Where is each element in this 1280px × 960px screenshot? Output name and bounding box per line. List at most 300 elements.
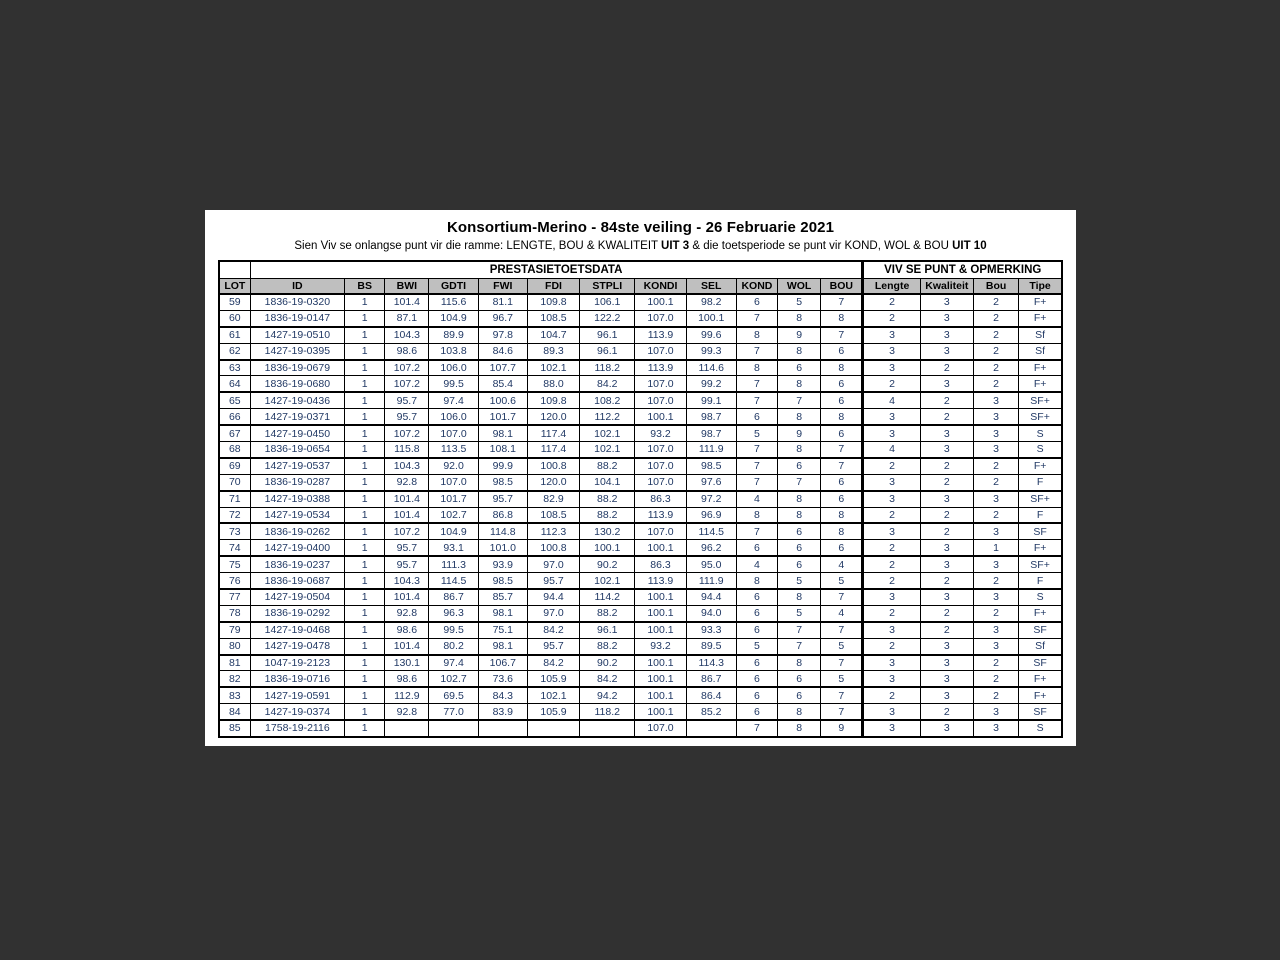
cell: 114.6	[686, 360, 736, 376]
cell	[527, 720, 579, 736]
cell: 75.1	[478, 622, 527, 638]
cell: 2	[863, 376, 920, 392]
cell: 7	[821, 687, 863, 703]
cell: 69	[219, 458, 250, 474]
cell: 6	[778, 360, 821, 376]
cell: 9	[778, 327, 821, 343]
cell: 104.9	[429, 310, 478, 326]
cell: 100.1	[580, 540, 635, 556]
cell: 101.7	[429, 491, 478, 507]
cell: 90.2	[580, 556, 635, 572]
cell: 82.9	[527, 491, 579, 507]
table-row	[219, 540, 1062, 556]
cell: 76	[219, 573, 250, 589]
cell: 69.5	[429, 687, 478, 703]
table-row	[219, 605, 1062, 621]
cell: 7	[736, 474, 777, 490]
table-row	[219, 310, 1062, 326]
cell: F+	[1019, 605, 1062, 621]
cell: 7	[736, 523, 777, 539]
cell: 108.2	[580, 392, 635, 408]
cell: 1	[345, 458, 385, 474]
cell: 1	[345, 327, 385, 343]
cell: 59	[219, 294, 250, 310]
cell: 95.7	[385, 556, 429, 572]
cell: 2	[863, 458, 920, 474]
group-header-viv-se-punt: VIV SE PUNT & OPMERKING	[863, 261, 1062, 278]
cell: 7	[736, 392, 777, 408]
cell: 114.5	[429, 573, 478, 589]
cell: 101.4	[385, 294, 429, 310]
cell: Sf	[1019, 327, 1062, 343]
cell: 1427-19-0395	[250, 343, 344, 359]
cell: 6	[778, 671, 821, 687]
cell: 118.2	[580, 360, 635, 376]
cell: 8	[778, 655, 821, 671]
cell: 3	[863, 343, 920, 359]
column-header-kwaliteit: Kwaliteit	[920, 278, 973, 294]
cell	[580, 720, 635, 736]
group-header-prestasietoetsdata: PRESTASIETOETSDATA	[250, 261, 863, 278]
cell: 6	[736, 704, 777, 720]
cell: 3	[920, 343, 973, 359]
cell: 88.0	[527, 376, 579, 392]
cell: 4	[863, 442, 920, 458]
cell: 130.2	[580, 523, 635, 539]
cell: 97.4	[429, 392, 478, 408]
cell: 1	[345, 491, 385, 507]
cell: 6	[778, 556, 821, 572]
cell: 100.1	[635, 655, 686, 671]
cell: 84.6	[478, 343, 527, 359]
cell: 2	[973, 655, 1018, 671]
cell: 1427-19-0537	[250, 458, 344, 474]
cell: 100.1	[635, 605, 686, 621]
cell	[429, 720, 478, 736]
cell: 111.9	[686, 573, 736, 589]
cell: 3	[920, 294, 973, 310]
column-header-lengte: Lengte	[863, 278, 920, 294]
column-header-bou: BOU	[821, 278, 863, 294]
cell: 8	[778, 704, 821, 720]
cell: 6	[778, 687, 821, 703]
cell: 3	[920, 638, 973, 654]
cell: 96.7	[478, 310, 527, 326]
cell: 113.9	[635, 573, 686, 589]
cell: 7	[821, 589, 863, 605]
cell: 1427-19-0374	[250, 704, 344, 720]
cell: 1836-19-0147	[250, 310, 344, 326]
document-subtitle	[205, 240, 1076, 252]
cell: 83	[219, 687, 250, 703]
cell: 94.4	[686, 589, 736, 605]
cell: 111.9	[686, 442, 736, 458]
cell: 62	[219, 343, 250, 359]
cell: 3	[863, 720, 920, 736]
table-row	[219, 507, 1062, 523]
cell: 84	[219, 704, 250, 720]
column-header-lot: LOT	[219, 278, 250, 294]
cell: 102.7	[429, 507, 478, 523]
cell: 106.1	[580, 294, 635, 310]
cell: 114.8	[478, 523, 527, 539]
cell: 100.1	[635, 409, 686, 425]
cell: F	[1019, 474, 1062, 490]
cell: 1836-19-0320	[250, 294, 344, 310]
cell: 3	[920, 671, 973, 687]
column-header-kond: KOND	[736, 278, 777, 294]
cell: 102.1	[580, 442, 635, 458]
cell: 4	[821, 605, 863, 621]
cell: 7	[821, 655, 863, 671]
column-header-gdti: GDTI	[429, 278, 478, 294]
cell: 95.7	[527, 573, 579, 589]
cell: 98.5	[478, 474, 527, 490]
cell: 2	[863, 605, 920, 621]
cell: 104.3	[385, 458, 429, 474]
cell: 5	[778, 605, 821, 621]
cell: 6	[736, 540, 777, 556]
cell: 107.0	[635, 392, 686, 408]
cell: 6	[736, 589, 777, 605]
cell: 3	[920, 589, 973, 605]
cell: 104.3	[385, 573, 429, 589]
cell: Sf	[1019, 343, 1062, 359]
cell: 1	[345, 310, 385, 326]
cell: 113.5	[429, 442, 478, 458]
cell: 100.8	[527, 458, 579, 474]
cell: 86.4	[686, 687, 736, 703]
column-header-tipe: Tipe	[1019, 278, 1062, 294]
cell: 5	[778, 573, 821, 589]
cell: 95.7	[385, 392, 429, 408]
cell: 97.0	[527, 556, 579, 572]
cell: 106.7	[478, 655, 527, 671]
column-header-wol: WOL	[778, 278, 821, 294]
cell: 3	[973, 491, 1018, 507]
cell: 81	[219, 655, 250, 671]
table-row	[219, 523, 1062, 539]
cell: 8	[778, 376, 821, 392]
cell: 114.3	[686, 655, 736, 671]
cell: 98.7	[686, 425, 736, 441]
cell: 3	[863, 589, 920, 605]
cell: 2	[973, 343, 1018, 359]
cell: 104.9	[429, 523, 478, 539]
cell: 86.3	[635, 491, 686, 507]
cell: 8	[778, 442, 821, 458]
cell: 1836-19-0679	[250, 360, 344, 376]
cell: 2	[973, 360, 1018, 376]
cell: S	[1019, 442, 1062, 458]
cell: 115.8	[385, 442, 429, 458]
cell: 96.2	[686, 540, 736, 556]
cell: 104.1	[580, 474, 635, 490]
cell: 102.7	[429, 671, 478, 687]
cell: 8	[736, 507, 777, 523]
cell: 2	[863, 507, 920, 523]
cell: 8	[778, 343, 821, 359]
cell: 95.7	[478, 491, 527, 507]
cell: 3	[920, 491, 973, 507]
table-row	[219, 376, 1062, 392]
cell: 6	[821, 474, 863, 490]
cell: 103.8	[429, 343, 478, 359]
cell: 2	[920, 474, 973, 490]
cell: SF	[1019, 655, 1062, 671]
table-row	[219, 458, 1062, 474]
cell: 8	[821, 360, 863, 376]
cell: 113.9	[635, 507, 686, 523]
cell: 3	[920, 425, 973, 441]
cell: 6	[821, 392, 863, 408]
cell: 112.3	[527, 523, 579, 539]
cell: F+	[1019, 540, 1062, 556]
cell: 7	[821, 294, 863, 310]
cell: 61	[219, 327, 250, 343]
cell: 1	[345, 474, 385, 490]
subtitle-bold-1: UIT 3	[661, 240, 690, 252]
cell: 1	[345, 638, 385, 654]
cell: 3	[863, 622, 920, 638]
cell: 3	[863, 655, 920, 671]
column-header-stpli: STPLI	[580, 278, 635, 294]
cell: 7	[778, 392, 821, 408]
cell: 2	[920, 409, 973, 425]
cell: 96.1	[580, 327, 635, 343]
cell: 6	[821, 425, 863, 441]
cell: SF	[1019, 523, 1062, 539]
cell: 73.6	[478, 671, 527, 687]
cell: 107.0	[635, 474, 686, 490]
cell: 4	[863, 392, 920, 408]
cell: 8	[736, 573, 777, 589]
cell: 3	[973, 409, 1018, 425]
cell: 111.3	[429, 556, 478, 572]
table-row	[219, 622, 1062, 638]
cell: 8	[821, 409, 863, 425]
cell: 2	[973, 687, 1018, 703]
cell: 60	[219, 310, 250, 326]
group-header-empty	[219, 261, 250, 278]
cell: SF+	[1019, 392, 1062, 408]
cell: 98.6	[385, 671, 429, 687]
cell: 3	[920, 442, 973, 458]
cell: 120.0	[527, 474, 579, 490]
table-row	[219, 687, 1062, 703]
cell: 2	[973, 573, 1018, 589]
cell: 64	[219, 376, 250, 392]
cell: Sf	[1019, 638, 1062, 654]
cell: 90.2	[580, 655, 635, 671]
cell: 7	[736, 442, 777, 458]
cell: 107.0	[635, 720, 686, 736]
cell: 67	[219, 425, 250, 441]
cell: 80	[219, 638, 250, 654]
cell: 3	[973, 442, 1018, 458]
cell: 1047-19-2123	[250, 655, 344, 671]
table-row	[219, 409, 1062, 425]
cell: 6	[778, 458, 821, 474]
table-row	[219, 491, 1062, 507]
cell: 94.0	[686, 605, 736, 621]
cell: 108.5	[527, 507, 579, 523]
cell: 86.8	[478, 507, 527, 523]
cell: 8	[821, 507, 863, 523]
cell: 102.1	[580, 573, 635, 589]
cell: 75	[219, 556, 250, 572]
cell: 1	[345, 294, 385, 310]
cell: 3	[863, 409, 920, 425]
subtitle-text-1: Sien Viv se onlangse punt vir die ramme: LENGTE, BOU & KWALITEIT	[294, 240, 662, 252]
cell: 1	[345, 360, 385, 376]
cell: 6	[821, 343, 863, 359]
cell: 2	[863, 687, 920, 703]
cell: 7	[821, 458, 863, 474]
cell: F+	[1019, 310, 1062, 326]
cell: 107.0	[635, 310, 686, 326]
cell: 3	[920, 655, 973, 671]
cell: 70	[219, 474, 250, 490]
cell: 1836-19-0687	[250, 573, 344, 589]
cell: 2	[863, 573, 920, 589]
cell: F+	[1019, 294, 1062, 310]
cell: 6	[821, 376, 863, 392]
cell: 100.8	[527, 540, 579, 556]
cell: 107.0	[429, 425, 478, 441]
cell: 99.3	[686, 343, 736, 359]
cell: 130.1	[385, 655, 429, 671]
cell: F	[1019, 573, 1062, 589]
cell: 92.0	[429, 458, 478, 474]
cell: 8	[736, 360, 777, 376]
table-row	[219, 638, 1062, 654]
cell: 95.0	[686, 556, 736, 572]
cell: 2	[973, 327, 1018, 343]
cell: 1427-19-0504	[250, 589, 344, 605]
cell: 104.3	[385, 327, 429, 343]
cell: 84.2	[580, 376, 635, 392]
cell: 120.0	[527, 409, 579, 425]
cell: 114.5	[686, 523, 736, 539]
cell: 93.2	[635, 638, 686, 654]
cell: 102.1	[527, 687, 579, 703]
cell: 109.8	[527, 392, 579, 408]
subtitle-text-2: & die toetsperiode se punt vir KOND, WOL & BOU	[689, 240, 953, 252]
column-header-kondi: KONDI	[635, 278, 686, 294]
cell: 107.0	[635, 458, 686, 474]
cell: 96.9	[686, 507, 736, 523]
cell: 1	[345, 392, 385, 408]
cell: 107.2	[385, 360, 429, 376]
cell: 2	[973, 507, 1018, 523]
cell: 7	[821, 442, 863, 458]
cell: 3	[973, 425, 1018, 441]
cell: 3	[973, 622, 1018, 638]
cell: 95.7	[385, 540, 429, 556]
cell: 98.5	[478, 573, 527, 589]
cell: 1427-19-0591	[250, 687, 344, 703]
cell: 88.2	[580, 507, 635, 523]
cell: 101.4	[385, 638, 429, 654]
table-row	[219, 589, 1062, 605]
data-table	[218, 260, 1063, 738]
cell: 89.9	[429, 327, 478, 343]
cell: 1836-19-0680	[250, 376, 344, 392]
cell: 2	[920, 392, 973, 408]
cell: 4	[736, 556, 777, 572]
cell: 66	[219, 409, 250, 425]
cell: 3	[863, 425, 920, 441]
cell: F+	[1019, 671, 1062, 687]
cell: 98.6	[385, 343, 429, 359]
cell: 73	[219, 523, 250, 539]
table-row	[219, 474, 1062, 490]
cell: 4	[736, 491, 777, 507]
cell: 9	[778, 425, 821, 441]
cell: 107.0	[635, 523, 686, 539]
cell: 2	[863, 556, 920, 572]
cell: 1	[345, 425, 385, 441]
cell: 6	[736, 605, 777, 621]
cell: 3	[863, 523, 920, 539]
cell: 1427-19-0450	[250, 425, 344, 441]
cell: 7	[821, 704, 863, 720]
cell	[478, 720, 527, 736]
cell: 100.1	[635, 294, 686, 310]
cell: 92.8	[385, 474, 429, 490]
cell: 98.7	[686, 409, 736, 425]
cell: 84.3	[478, 687, 527, 703]
table-row	[219, 573, 1062, 589]
cell: 3	[863, 474, 920, 490]
cell: 2	[863, 294, 920, 310]
document-title: Konsortium-Merino - 84ste veiling - 26 Februarie 2021	[446, 219, 835, 236]
cell: 8	[778, 409, 821, 425]
cell: 100.6	[478, 392, 527, 408]
cell: 122.2	[580, 310, 635, 326]
cell: 84.2	[527, 655, 579, 671]
cell: 1	[345, 622, 385, 638]
cell: 108.5	[527, 310, 579, 326]
cell: 1427-19-0468	[250, 622, 344, 638]
cell: SF+	[1019, 556, 1062, 572]
cell: 7	[778, 474, 821, 490]
cell: 8	[821, 310, 863, 326]
cell: 89.3	[527, 343, 579, 359]
cell: 2	[920, 458, 973, 474]
cell: 6	[736, 671, 777, 687]
cell: 63	[219, 360, 250, 376]
cell: S	[1019, 425, 1062, 441]
cell: 1	[345, 442, 385, 458]
cell: 3	[973, 589, 1018, 605]
cell: 6	[778, 540, 821, 556]
cell: 1836-19-0237	[250, 556, 344, 572]
cell: 1836-19-0262	[250, 523, 344, 539]
cell: 68	[219, 442, 250, 458]
cell: 1	[345, 589, 385, 605]
cell: 6	[736, 687, 777, 703]
cell: 101.7	[478, 409, 527, 425]
table-row	[219, 556, 1062, 572]
cell: F+	[1019, 458, 1062, 474]
cell: 93.2	[635, 425, 686, 441]
cell: 3	[920, 556, 973, 572]
cell: 5	[778, 294, 821, 310]
cell: 1427-19-0534	[250, 507, 344, 523]
cell: 1	[345, 704, 385, 720]
